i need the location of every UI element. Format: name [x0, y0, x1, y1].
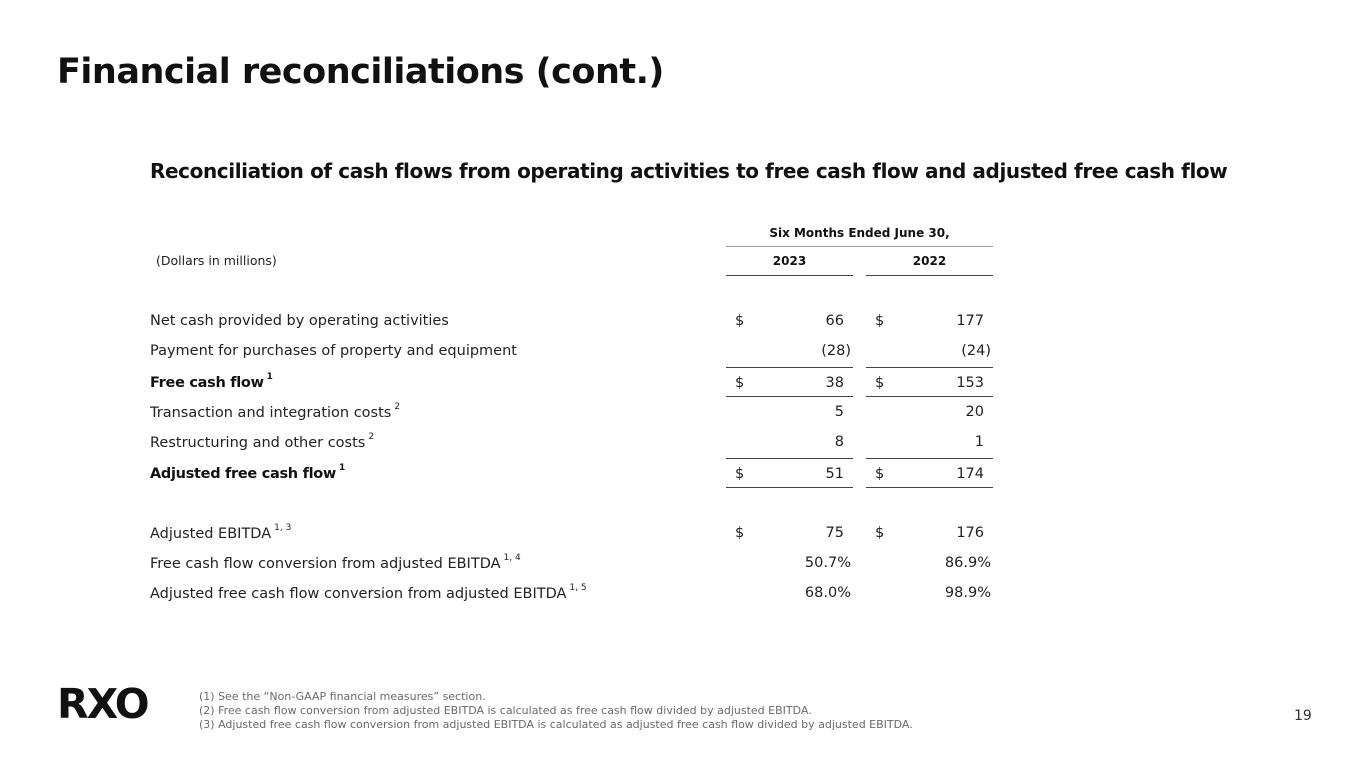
value-cell-2023	[726, 458, 853, 488]
value-cell-2023	[726, 518, 853, 548]
value-cell-2023	[726, 367, 853, 397]
row-label: Net cash provided by operating activities	[150, 313, 449, 329]
currency-symbol: $	[875, 375, 885, 391]
value-cell-2023	[726, 578, 853, 608]
value-cell-2023	[726, 427, 853, 457]
cell-value: 20	[965, 404, 984, 420]
table-row	[0, 518, 1365, 548]
footnote-item: (1) See the “Non-GAAP financial measures” section.	[199, 690, 486, 703]
table-row	[0, 427, 1365, 457]
currency-symbol: $	[735, 525, 745, 541]
column-header-2022: 2022	[866, 254, 993, 276]
footnote-ref: 1	[266, 372, 273, 382]
table-row	[0, 336, 1365, 366]
footnote-ref: 2	[368, 432, 375, 442]
footnote-ref: 1, 5	[569, 583, 587, 593]
table-row	[0, 397, 1365, 427]
page-number: 19	[1294, 708, 1312, 724]
value-cell-2023	[726, 306, 853, 336]
cell-value: 68.0%	[804, 585, 851, 601]
cell-value: 50.7%	[804, 555, 851, 571]
cell-value: (28)	[821, 343, 851, 359]
currency-symbol: $	[875, 525, 885, 541]
row-label: Adjusted EBITDA $^{1, 3}$	[150, 523, 292, 542]
cell-value: 38	[825, 375, 844, 391]
value-cell-2022	[866, 336, 993, 366]
footnote-ref: 1, 4	[503, 553, 521, 563]
cell-value: 5	[834, 404, 844, 420]
footnote-ref: 1	[339, 463, 345, 473]
currency-symbol: $	[735, 375, 745, 391]
currency-symbol: $	[735, 313, 745, 329]
row-label: Adjusted free cash flow conversion from adjusted EBITDA $^{1, 5}$	[150, 583, 587, 602]
cell-value: 1	[974, 434, 984, 450]
row-label: Adjusted free cash flow $^1$	[150, 463, 345, 482]
currency-symbol: $	[875, 466, 885, 482]
cell-value: 153	[956, 375, 984, 391]
table-row	[0, 578, 1365, 608]
value-cell-2022	[866, 397, 993, 427]
value-cell-2022	[866, 306, 993, 336]
cell-value: 177	[956, 313, 984, 329]
cell-value: 98.9%	[944, 585, 991, 601]
cell-value: 174	[956, 466, 984, 482]
row-label: Free cash flow $^1$	[150, 372, 273, 391]
footnote-ref: 2	[394, 402, 401, 412]
units-label: (Dollars in millions)	[156, 253, 277, 268]
currency-symbol: $	[735, 466, 745, 482]
cell-value: 75	[825, 525, 844, 541]
cell-value: 176	[956, 525, 984, 541]
footnote-ref: 1, 3	[274, 523, 292, 533]
value-cell-2022	[866, 518, 993, 548]
row-label: Payment for purchases of property and equipment	[150, 343, 517, 359]
cell-value: 86.9%	[944, 555, 991, 571]
footnote-item: (2) Free cash flow conversion from adjusted EBITDA is calculated as free cash flow divided by adjusted EBITDA.	[199, 704, 812, 717]
page-title: Financial reconciliations (cont.)	[57, 52, 664, 92]
footnotes	[199, 690, 913, 732]
value-cell-2022	[866, 367, 993, 397]
row-label: Free cash flow conversion from adjusted EBITDA $^{1, 4}$	[150, 553, 521, 572]
period-header: Six Months Ended June 30,	[726, 226, 993, 247]
value-cell-2023	[726, 336, 853, 366]
cell-value: 66	[825, 313, 844, 329]
currency-symbol: $	[875, 313, 885, 329]
cell-value: 51	[825, 466, 844, 482]
value-cell-2023	[726, 548, 853, 578]
table-title: Reconciliation of cash flows from operating activities to free cash flow and adjusted free cash flow	[150, 159, 1228, 183]
cell-value: 8	[834, 434, 844, 450]
table-row	[0, 458, 1365, 488]
cell-value: (24)	[961, 343, 991, 359]
value-cell-2022	[866, 427, 993, 457]
column-header-2023: 2023	[726, 254, 853, 276]
table-row	[0, 548, 1365, 578]
value-cell-2022	[866, 548, 993, 578]
value-cell-2022	[866, 578, 993, 608]
rxo-logo: RXO	[57, 680, 148, 728]
value-cell-2022	[866, 458, 993, 488]
value-cell-2023	[726, 397, 853, 427]
table-row	[0, 306, 1365, 336]
row-label: Transaction and integration costs $^2$	[150, 402, 401, 421]
row-label: Restructuring and other costs $^2$	[150, 432, 375, 451]
footnote-item: (3) Adjusted free cash flow conversion from adjusted EBITDA is calculated as adjusted free cash flow divided by adjusted EBITDA.	[199, 718, 913, 731]
table-row	[0, 367, 1365, 397]
